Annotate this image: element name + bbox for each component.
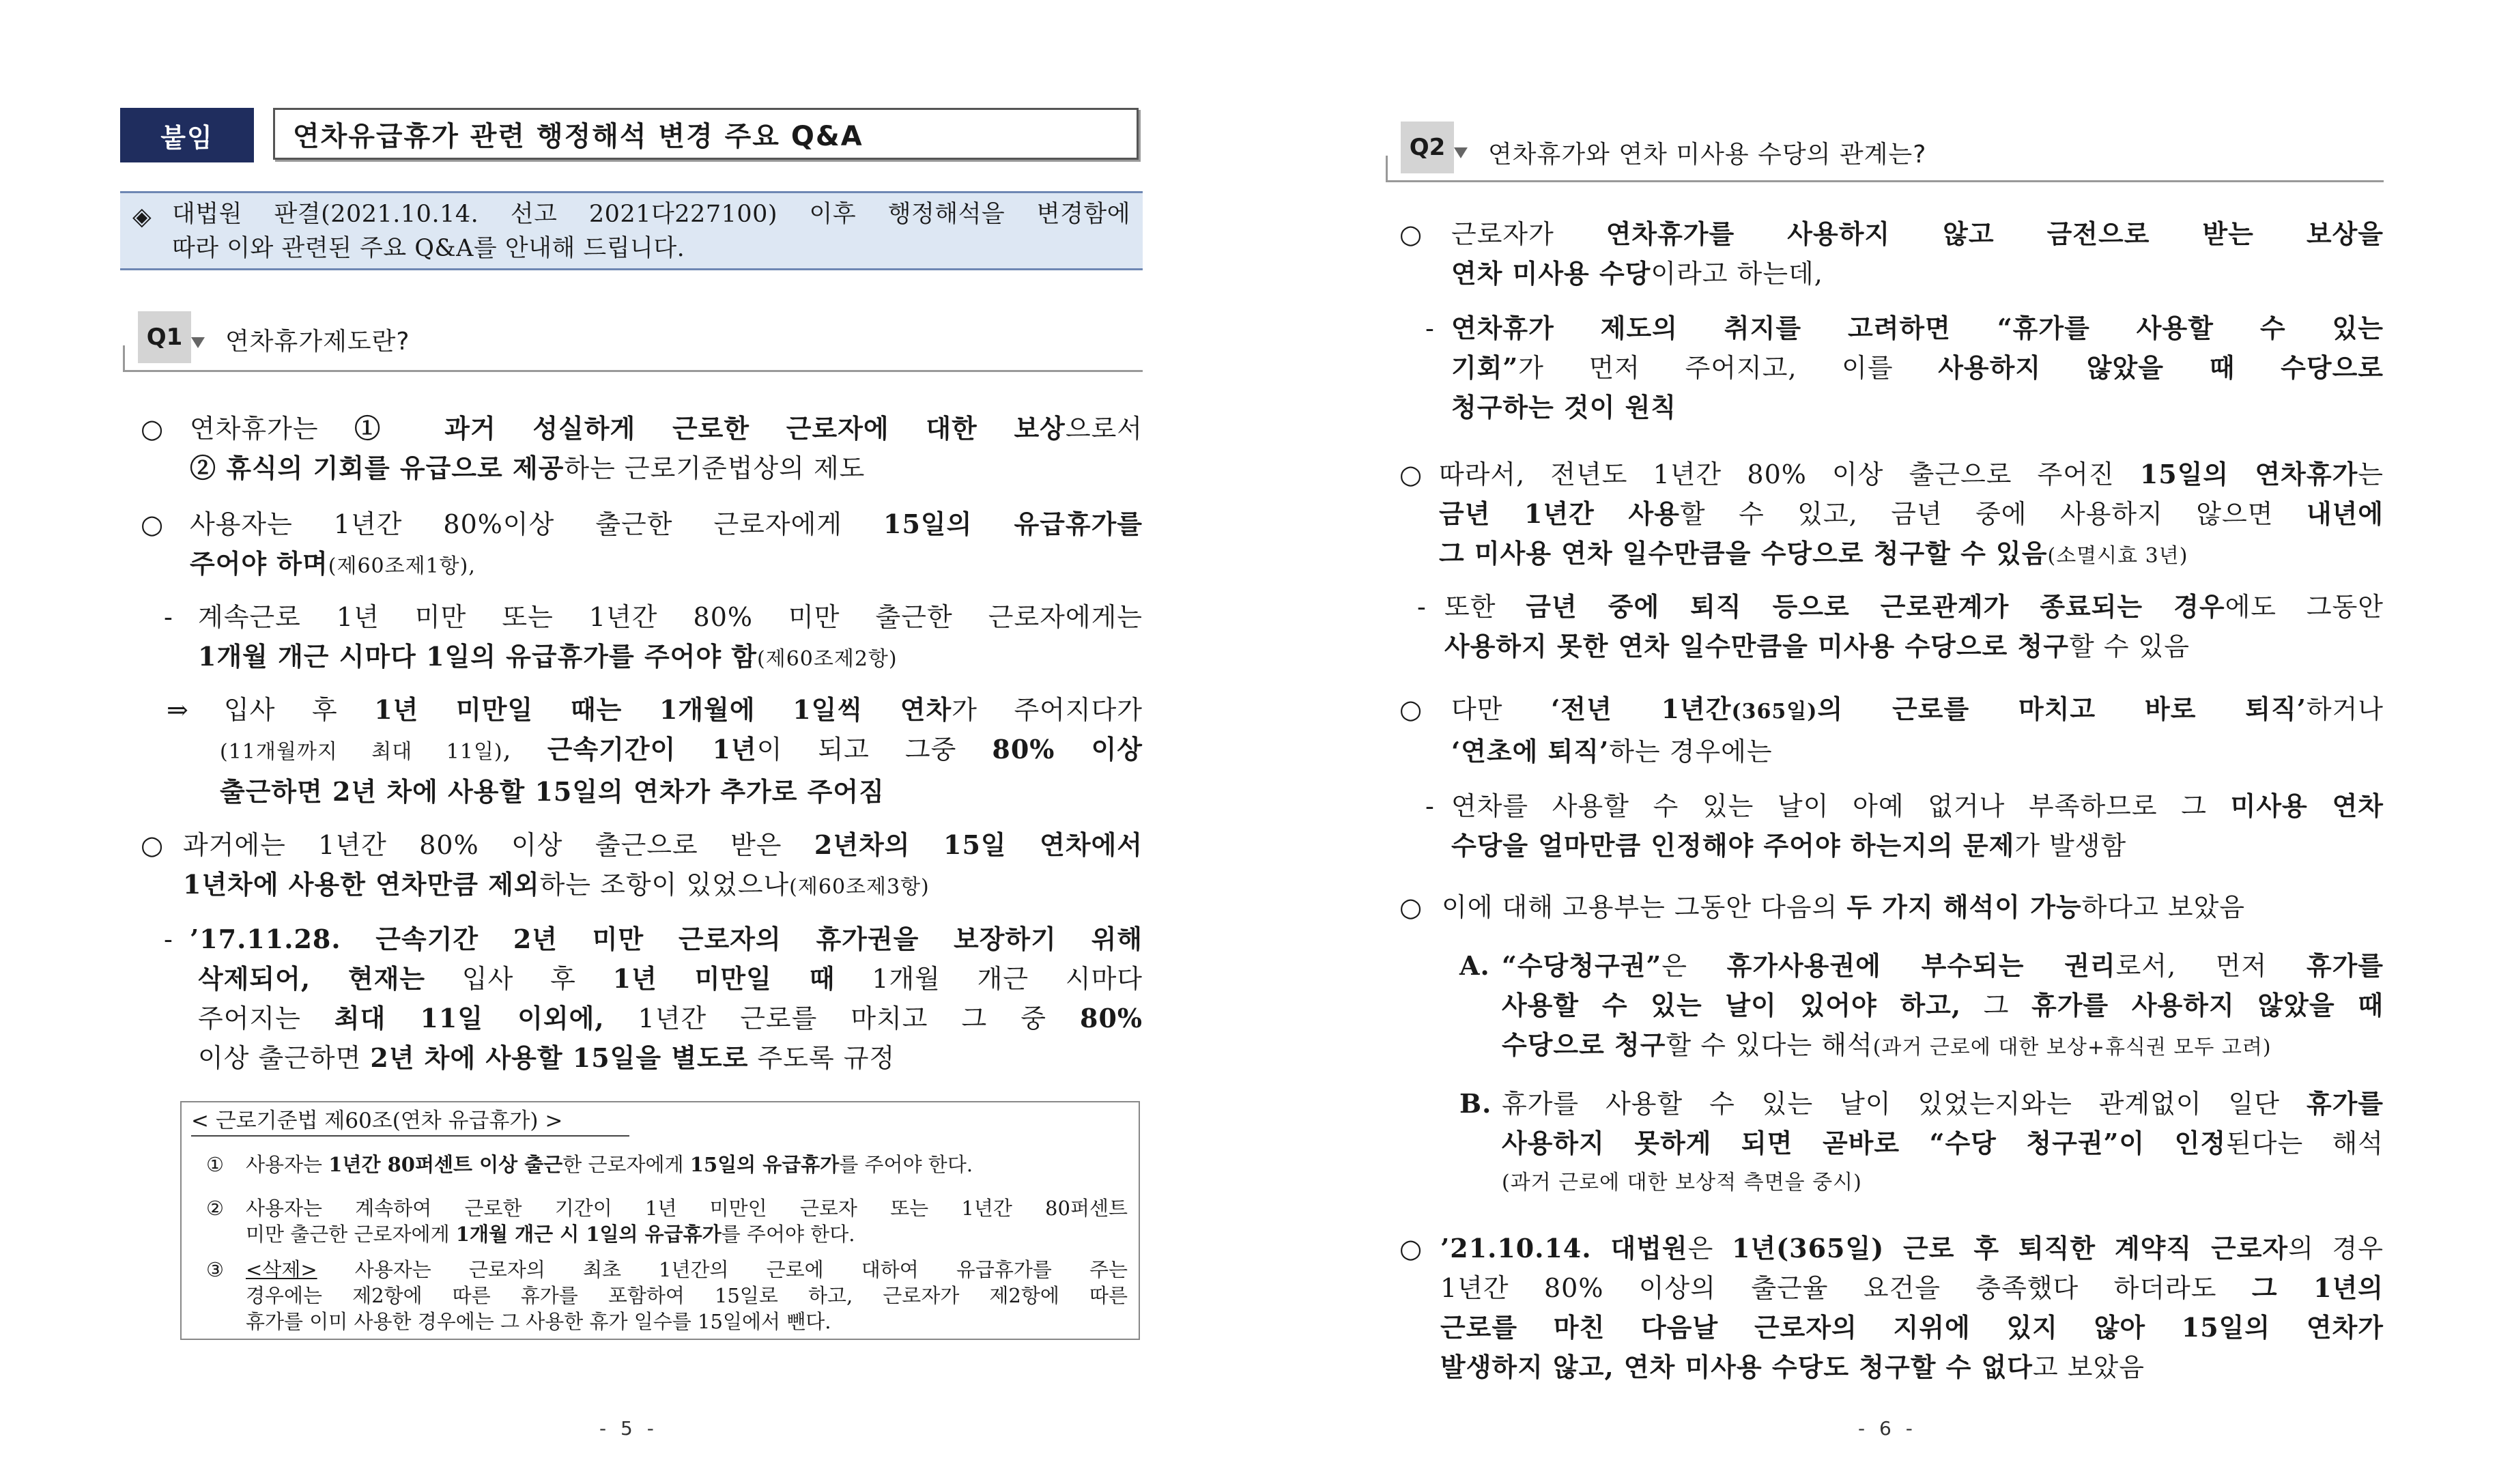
notice-line-1: 대법원 판결(2021.10.14. 선고 2021다227100) 이후 행정해석을 변경함에 xyxy=(172,201,1130,228)
circle-bullet: ○ xyxy=(1399,459,1423,489)
q2-paragraph-6: - 연차를 사용할 수 있는 날이 아예 없거나 부족하므로 그 미사용 연차 수당을 얼마만큼 인정해야 주어야 하는지의 문제가 발생함 xyxy=(1425,786,2384,866)
q1-paragraph-2: ○ 사용자는 1년간 80%이상 출근한 근로자에게 15일의 유급휴가를 주어야 하며(제60조제1항), xyxy=(141,504,1143,586)
q1-header xyxy=(123,311,1143,373)
dash-bullet: - xyxy=(164,602,173,632)
q1-paragraph-4: ⇒ 입사 후 1년 미만일 때는 1개월에 1일씩 연차가 주어지다가 (11개월까지 최대 11일), 근속기간이 1년이 되고 그중 80% 이상 출근하면 2년 차에 사용할 15일의 연차가 추가로 주어짐 xyxy=(167,690,1143,812)
dash-bullet: - xyxy=(1417,592,1427,622)
circled-number: ② xyxy=(206,1197,224,1220)
circle-bullet: ○ xyxy=(1399,219,1423,249)
q2-interpretation-b: B. 휴가를 사용할 수 있는 날이 있었는지와는 관계없이 일단 휴가를 사용하지 못하게 되면 곧바로 “수당 청구권”이 인정된다는 해석 (과거 근로에 대한 보상적 측면을 중시) xyxy=(1459,1084,2384,1203)
law-item-2: ② 사용자는 계속하여 근로한 기간이 1년 미만인 근로자 또는 1년간 80퍼센트 미만 출근한 근로자에게 1개월 개근 시 1일의 유급휴가를 주어야 한다. xyxy=(206,1197,1128,1246)
item-label-b: B. xyxy=(1459,1088,1492,1119)
q2-badge-arrow-icon xyxy=(1454,147,1468,158)
q2-paragraph-7: ○ 이에 대해 고용부는 그동안 다음의 두 가지 해석이 가능하다고 보았음 xyxy=(1399,887,2384,927)
law-reference-box xyxy=(180,1101,1140,1340)
q2-paragraph-1: ○ 근로자가 연차휴가를 사용하지 않고 금전으로 받는 보상을 연차 미사용 수당이라고 하는데, xyxy=(1399,214,2384,294)
implies-arrow-icon: ⇒ xyxy=(167,695,189,725)
q2-paragraph-5: ○ 다만 ‘전년 1년간(365일)의 근로를 마치고 바로 퇴직’하거나 ‘연초에 퇴직’하는 경우에는 xyxy=(1399,689,2384,771)
circle-bullet: ○ xyxy=(1399,892,1423,922)
circle-bullet: ○ xyxy=(1399,1233,1423,1264)
q1-paragraph-3: - 계속근로 1년 미만 또는 1년간 80% 미만 출근한 근로자에게는 1개월 개근 시마다 1일의 유급휴가를 주어야 함(제60조제2항) xyxy=(164,597,1143,679)
law-item-3: ③ <삭제> 사용자는 근로자의 최초 1년간의 근로에 대하여 유급휴가를 주는 경우에는 제2항에 따른 휴가를 포함하여 15일로 하고, 근로자가 제2항에 따른 휴가를 이미 사용한 경우에는 그 사용한 휴가 일수를 15일에서 뺀다. xyxy=(206,1258,1128,1333)
attachment-title: 연차유급휴가 관련 행정해석 변경 주요 Q&A xyxy=(273,108,1139,160)
dash-bullet: - xyxy=(1425,313,1435,343)
q2-paragraph-4: - 또한 금년 중에 퇴직 등으로 근로관계가 종료되는 경우에도 그동안 사용하지 못한 연차 일수만큼을 미사용 수당으로 청구할 수 있음 xyxy=(1417,587,2384,666)
q2-interpretation-a: A. “수당청구권”은 휴가사용권에 부수되는 권리로서, 먼저 휴가를 사용할 수 있는 날이 있어야 하고, 그 휴가를 사용하지 않았을 때 수당으로 청구할 수 있다는 해석(과거 근로에 대한 보상+휴식권 모두 고려) xyxy=(1459,946,2384,1068)
q1-title: 연차휴가제도란? xyxy=(225,328,410,356)
attachment-badge: 붙임 xyxy=(120,108,254,162)
q1-paragraph-5: ○ 과거에는 1년간 80% 이상 출근으로 받은 2년차의 15일 연차에서 1년차에 사용한 연차만큼 제외하는 조항이 있었으나(제60조제3항) xyxy=(141,825,1143,907)
q1-badge-arrow-icon xyxy=(191,337,205,348)
dash-bullet: - xyxy=(1425,791,1435,821)
circle-bullet: ○ xyxy=(141,509,165,539)
circle-bullet: ○ xyxy=(141,414,165,444)
notice-line-2: 따라 이와 관련된 주요 Q&A를 안내해 드립니다. xyxy=(172,235,685,262)
circle-bullet: ○ xyxy=(141,830,165,860)
law-item-1: ① 사용자는 1년간 80퍼센트 이상 출근한 근로자에게 15일의 유급휴가를 주어야 한다. xyxy=(206,1153,973,1176)
page-number: - 6 - xyxy=(1858,1417,1917,1440)
notice-box xyxy=(120,191,1143,270)
q2-paragraph-2: - 연차휴가 제도의 취지를 고려하면 “휴가를 사용할 수 있는 기회”가 먼저 주어지고, 이를 사용하지 않았을 때 수당으로 청구하는 것이 원칙 xyxy=(1425,309,2384,427)
dash-bullet: - xyxy=(164,924,173,954)
law-box-title: < 근로기준법 제60조(연차 유급휴가) > xyxy=(191,1109,563,1133)
circle-bullet: ○ xyxy=(1399,694,1423,724)
q2-title: 연차휴가와 연차 미사용 수당의 관계는? xyxy=(1488,141,1927,169)
q1-paragraph-6: - ’17.11.28. 근속기간 2년 미만 근로자의 휴가권을 보장하기 위해 삭제되어, 현재는 입사 후 1년 미만일 때 1개월 개근 시마다 주어지는 최대 11일 이외에, 1년간 근로를 마치고 그 중 80% 이상 출근하면 2년 차에 사용할 15일을 별도로 주도록 규정 xyxy=(164,919,1143,1078)
page-6 xyxy=(1256,0,2512,1484)
q2-badge: Q2 xyxy=(1401,122,1454,173)
circled-number: ③ xyxy=(206,1258,224,1281)
q1-paragraph-1: ○ 연차휴가는 ① 과거 성실하게 근로한 근로자에 대한 보상으로서 ② 휴식의 기회를 유급으로 제공하는 근로기준법상의 제도 xyxy=(141,409,1143,488)
q2-header xyxy=(1386,122,2384,183)
circled-number: ① xyxy=(206,1153,224,1176)
item-label-a: A. xyxy=(1459,950,1490,981)
diamond-bullet-icon: ◈ xyxy=(132,203,152,231)
q2-paragraph-8: ○ ’21.10.14. 대법원은 1년(365일) 근로 후 퇴직한 계약직 근로자의 경우 1년간 80% 이상의 출근율 요건을 충족했다 하더라도 그 1년의 근로를 마친 다음날 근로자의 지위에 있지 않아 15일의 연차가 발생하지 않고, 연차 미사용 수당도 청구할 수 없다고 보았음 xyxy=(1399,1229,2384,1387)
q2-paragraph-3: ○ 따라서, 전년도 1년간 80% 이상 출근으로 주어진 15일의 연차휴가는 금년 1년간 사용할 수 있고, 금년 중에 사용하지 않으면 내년에 그 미사용 연차 일수만큼을 수당으로 청구할 수 있음(소멸시효 3년) xyxy=(1399,455,2384,576)
q1-badge: Q1 xyxy=(138,311,191,363)
page-number: - 5 - xyxy=(599,1417,658,1440)
